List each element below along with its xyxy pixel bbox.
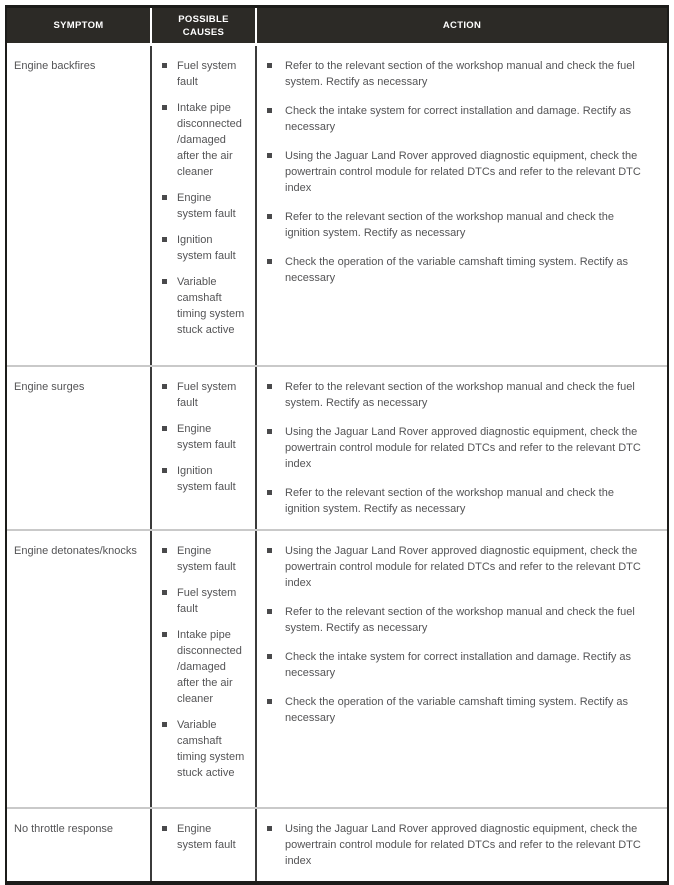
list-item bbox=[162, 585, 247, 617]
cause-text: Intake pipe disconnected /damaged after the air cleaner bbox=[177, 102, 242, 178]
square-bullet-icon bbox=[162, 548, 167, 553]
square-bullet-icon bbox=[267, 609, 272, 614]
causes-list bbox=[162, 58, 247, 338]
square-bullet-icon bbox=[162, 105, 167, 110]
list-item bbox=[162, 821, 247, 853]
square-bullet-icon bbox=[162, 590, 167, 595]
list-item bbox=[267, 254, 651, 286]
action-text: Check the operation of the variable camshaft timing system. Rectify as necessary bbox=[285, 696, 628, 724]
action-text: Refer to the relevant section of the workshop manual and check the fuel system. Rectify as necessary bbox=[285, 60, 635, 88]
actions-list bbox=[267, 543, 651, 726]
header-symptom-label: SYMPTOM bbox=[53, 20, 104, 31]
list-item bbox=[267, 821, 651, 869]
cause-text: Engine system fault bbox=[177, 423, 236, 451]
cause-text: Engine system fault bbox=[177, 192, 236, 220]
actions-cell bbox=[255, 367, 667, 529]
square-bullet-icon bbox=[267, 826, 272, 831]
symptom-text: Engine backfires bbox=[14, 60, 96, 72]
action-text: Check the intake system for correct installation and damage. Rectify as necessary bbox=[285, 105, 632, 133]
cause-text: Variable camshaft timing system stuck active bbox=[177, 719, 245, 779]
causes-list bbox=[162, 821, 247, 853]
cause-text: Ignition system fault bbox=[177, 465, 236, 493]
square-bullet-icon bbox=[162, 279, 167, 284]
list-item bbox=[267, 379, 651, 411]
cause-text: Fuel system fault bbox=[177, 60, 237, 88]
square-bullet-icon bbox=[162, 237, 167, 242]
table-row bbox=[7, 807, 667, 881]
list-item bbox=[162, 421, 247, 453]
header-action-label: ACTION bbox=[442, 20, 482, 31]
action-text: Using the Jaguar Land Rover approved diagnostic equipment, check the powertrain control module for related DTCs and refer to the relevant DTC index bbox=[285, 426, 641, 470]
list-item bbox=[267, 209, 651, 241]
list-item bbox=[267, 485, 651, 517]
square-bullet-icon bbox=[267, 654, 272, 659]
symptom-text: No throttle response bbox=[14, 823, 114, 835]
actions-cell bbox=[255, 809, 667, 881]
square-bullet-icon bbox=[267, 384, 272, 389]
list-item bbox=[162, 274, 247, 338]
action-text: Using the Jaguar Land Rover approved diagnostic equipment, check the powertrain control module for related DTCs and refer to the relevant DTC index bbox=[285, 150, 641, 194]
symptom-cell bbox=[7, 531, 150, 807]
symptom-chart-table bbox=[5, 5, 669, 885]
action-text: Refer to the relevant section of the workshop manual and check the fuel system. Rectify as necessary bbox=[285, 381, 635, 409]
list-item bbox=[267, 424, 651, 472]
square-bullet-icon bbox=[267, 153, 272, 158]
list-item bbox=[162, 232, 247, 264]
cause-text: Engine system fault bbox=[177, 545, 236, 573]
square-bullet-icon bbox=[267, 490, 272, 495]
symptom-text: Engine surges bbox=[14, 381, 85, 393]
list-item bbox=[267, 649, 651, 681]
action-text: Refer to the relevant section of the workshop manual and check the fuel system. Rectify as necessary bbox=[285, 606, 635, 634]
header-possible-causes-label: POSSIBLE CAUSES bbox=[178, 13, 229, 38]
cause-text: Variable camshaft timing system stuck active bbox=[177, 276, 245, 336]
actions-cell bbox=[255, 531, 667, 807]
action-text: Refer to the relevant section of the workshop manual and check the ignition system. Rectify as necessary bbox=[285, 211, 614, 239]
cause-text: Fuel system fault bbox=[177, 381, 237, 409]
action-text: Check the intake system for correct installation and damage. Rectify as necessary bbox=[285, 651, 632, 679]
list-item bbox=[162, 58, 247, 90]
list-item bbox=[267, 604, 651, 636]
action-text: Check the operation of the variable camshaft timing system. Rectify as necessary bbox=[285, 256, 628, 284]
square-bullet-icon bbox=[267, 259, 272, 264]
header-action bbox=[255, 8, 667, 43]
list-item bbox=[267, 58, 651, 90]
cause-text: Intake pipe disconnected /damaged after the air cleaner bbox=[177, 629, 242, 705]
causes-cell bbox=[150, 367, 255, 529]
list-item bbox=[162, 543, 247, 575]
cause-text: Engine system fault bbox=[177, 823, 236, 851]
list-item bbox=[162, 379, 247, 411]
square-bullet-icon bbox=[267, 429, 272, 434]
square-bullet-icon bbox=[162, 722, 167, 727]
list-item bbox=[162, 717, 247, 781]
symptom-text: Engine detonates/knocks bbox=[14, 545, 137, 557]
action-text: Using the Jaguar Land Rover approved diagnostic equipment, check the powertrain control module for related DTCs and refer to the relevant DTC index bbox=[285, 545, 641, 589]
table-header-row bbox=[7, 8, 667, 43]
square-bullet-icon bbox=[162, 632, 167, 637]
square-bullet-icon bbox=[162, 426, 167, 431]
header-possible-causes bbox=[150, 8, 255, 43]
list-item bbox=[162, 627, 247, 707]
table-row bbox=[7, 365, 667, 529]
action-text: Refer to the relevant section of the workshop manual and check the ignition system. Rectify as necessary bbox=[285, 487, 614, 515]
causes-cell bbox=[150, 809, 255, 881]
square-bullet-icon bbox=[162, 468, 167, 473]
list-item bbox=[162, 190, 247, 222]
square-bullet-icon bbox=[267, 63, 272, 68]
cause-text: Ignition system fault bbox=[177, 234, 236, 262]
list-item bbox=[162, 100, 247, 180]
actions-cell bbox=[255, 46, 667, 365]
actions-list bbox=[267, 58, 651, 286]
causes-list bbox=[162, 543, 247, 781]
list-item bbox=[267, 694, 651, 726]
symptom-cell bbox=[7, 809, 150, 881]
cause-text: Fuel system fault bbox=[177, 587, 237, 615]
square-bullet-icon bbox=[267, 699, 272, 704]
square-bullet-icon bbox=[162, 384, 167, 389]
causes-list bbox=[162, 379, 247, 495]
square-bullet-icon bbox=[162, 195, 167, 200]
symptom-cell bbox=[7, 367, 150, 529]
list-item bbox=[267, 543, 651, 591]
square-bullet-icon bbox=[267, 214, 272, 219]
list-item bbox=[162, 463, 247, 495]
table-row bbox=[7, 529, 667, 807]
square-bullet-icon bbox=[162, 826, 167, 831]
square-bullet-icon bbox=[162, 63, 167, 68]
causes-cell bbox=[150, 46, 255, 365]
symptom-cell bbox=[7, 46, 150, 365]
actions-list bbox=[267, 821, 651, 869]
square-bullet-icon bbox=[267, 548, 272, 553]
table-row bbox=[7, 43, 667, 365]
action-text: Using the Jaguar Land Rover approved diagnostic equipment, check the powertrain control module for related DTCs and refer to the relevant DTC index bbox=[285, 823, 641, 867]
causes-cell bbox=[150, 531, 255, 807]
header-symptom bbox=[7, 8, 150, 43]
square-bullet-icon bbox=[267, 108, 272, 113]
actions-list bbox=[267, 379, 651, 517]
list-item bbox=[267, 103, 651, 135]
list-item bbox=[267, 148, 651, 196]
